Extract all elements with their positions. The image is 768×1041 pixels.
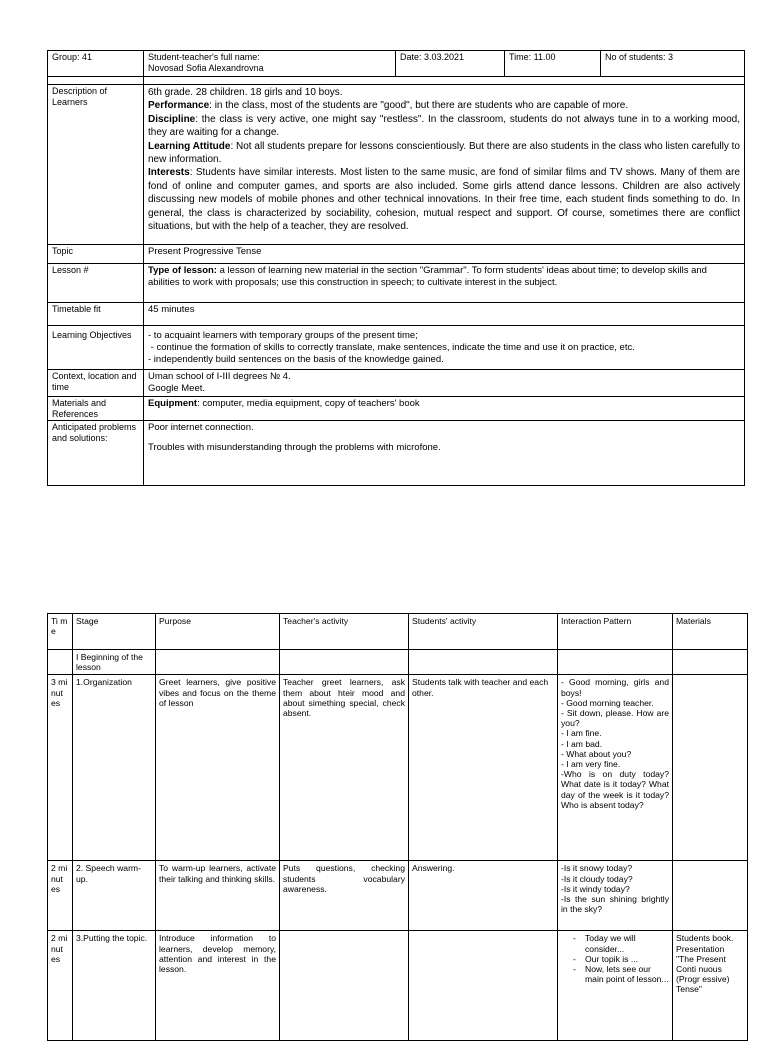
row-students: Students talk with teacher and each other. bbox=[409, 675, 558, 861]
empty-cell bbox=[673, 650, 748, 675]
interests-text bbox=[148, 166, 740, 233]
performance-label: Performance bbox=[148, 100, 210, 112]
header-time: Ti m e bbox=[48, 614, 73, 650]
lesson-info-table bbox=[47, 50, 745, 486]
problems-value bbox=[144, 421, 745, 486]
context-school: Uman school of I-III degrees № 4. bbox=[148, 371, 291, 382]
interests-label: Interests bbox=[148, 167, 190, 179]
empty-cell bbox=[558, 650, 673, 675]
row-stage: 2. Speech warm-up. bbox=[73, 861, 156, 931]
row-teacher bbox=[280, 931, 409, 1041]
discipline-text bbox=[148, 113, 740, 140]
attitude-value: : Not all students prepare for lessons conscientiously. But there are also students in the class who listen carefully to new information. bbox=[148, 140, 740, 166]
date-cell: Date: 3.03.2021 bbox=[396, 51, 505, 77]
equipment-value: : computer, media equipment, copy of teachers' book bbox=[197, 398, 420, 409]
empty-cell bbox=[156, 650, 280, 675]
lesson-type-label: Type of lesson: bbox=[148, 265, 217, 276]
header-interaction: Interaction Pattern bbox=[558, 614, 673, 650]
section-heading: I Beginning of the lesson bbox=[73, 650, 156, 675]
lesson-type bbox=[144, 264, 745, 303]
attitude-text bbox=[148, 140, 740, 167]
list-item: - Now, lets see our main point of lesson... bbox=[585, 964, 669, 984]
table-row bbox=[48, 931, 748, 1041]
interests-value: : Students have similar interests. Most listen to the same music, are fond of similar films and TV shows. Many of them are fond of online and computer games, and sports are also included. Some girls attend dance lessons. Children are also actively discussing new models of mobile phones and other technical innovations. In their free time, each student finds something to do. In general, the class is characterized by sociability, cohesion, mutual respect and support. Of course, sometimes there are conflict situations, but with the help of a teacher, they are resolved. bbox=[148, 167, 740, 233]
table-row bbox=[48, 861, 748, 931]
row-teacher: Teacher greet learners, ask them about hteir mood and about simething special, check absent. bbox=[280, 675, 409, 861]
problems-label: Anticipated problems and solutions: bbox=[48, 421, 144, 486]
lesson-type-value: a lesson of learning new material in the section "Grammar". To form students' ideas about time; to develop skills and abilities to work with proposals; use this construction in speech; to cultivate interest in the subject. bbox=[148, 265, 707, 288]
materials-value bbox=[144, 397, 745, 421]
lesson-number-label: Lesson # bbox=[48, 264, 144, 303]
students-count-cell: No of students: 3 bbox=[601, 51, 745, 77]
materials-label: Materials and References bbox=[48, 397, 144, 421]
context-platform: Google Meet. bbox=[148, 383, 206, 394]
objective-item: - continue the formation of skills to correctly translate, make sentences, indicate the time and use it on practice, etc. bbox=[148, 342, 635, 353]
equipment-label: Equipment bbox=[148, 398, 198, 409]
discipline-value: : the class is very active, one might say "restless". In the classroom, students do not always tune in to a working mood, they are waiting for a change. bbox=[148, 113, 740, 139]
empty-cell bbox=[48, 77, 144, 85]
row-materials bbox=[673, 861, 748, 931]
empty-cell bbox=[48, 650, 73, 675]
objectives-label: Learning Objectives bbox=[48, 326, 144, 370]
learners-description bbox=[144, 85, 745, 245]
row-students bbox=[409, 931, 558, 1041]
problem-microphone: Troubles with misunderstanding through the problems with microfone. bbox=[148, 442, 441, 453]
group-cell: Group: 41 bbox=[48, 51, 144, 77]
header-materials: Materials bbox=[673, 614, 748, 650]
row-time: 2 mi nut es bbox=[48, 861, 73, 931]
row-purpose: To warm-up learners, activate their talking and thinking skills. bbox=[156, 861, 280, 931]
row-materials: Students book. Presentation "The Present Conti nuous (Progr essive) Tense" bbox=[673, 931, 748, 1041]
header-students-activity: Students' activity bbox=[409, 614, 558, 650]
time-cell: Time: 11.00 bbox=[505, 51, 601, 77]
row-materials bbox=[673, 675, 748, 861]
lesson-plan-table bbox=[47, 613, 748, 1041]
timetable-value: 45 minutes bbox=[144, 303, 745, 326]
context-label: Context, location and time bbox=[48, 370, 144, 397]
teacher-label: Student-teacher's full name: bbox=[148, 52, 260, 62]
table-row bbox=[48, 675, 748, 861]
learners-intro: 6th grade. 28 children. 18 girls and 10 boys. bbox=[148, 87, 343, 98]
performance-value: : in the class, most of the students are "good", but there are students who are capable of more. bbox=[209, 100, 629, 112]
row-interaction: -Is it snowy today? -Is it cloudy today? -Is it windy today? -Is the sun shining brightly in the sky? bbox=[558, 861, 673, 931]
row-purpose: Greet learners, give positive vibes and focus on the theme of lesson bbox=[156, 675, 280, 861]
empty-cell bbox=[144, 77, 745, 85]
row-time: 2 mi nut es bbox=[48, 931, 73, 1041]
performance-text bbox=[148, 99, 740, 112]
context-value bbox=[144, 370, 745, 397]
row-stage: 1.Organization bbox=[73, 675, 156, 861]
attitude-label: Learning Attitude bbox=[148, 140, 231, 152]
list-item: - Our topik is ... bbox=[585, 954, 669, 964]
row-stage: 3.Putting the topic. bbox=[73, 931, 156, 1041]
problem-connection: Poor internet connection. bbox=[148, 422, 254, 433]
teacher-name-cell bbox=[144, 51, 396, 77]
header-stage: Stage bbox=[73, 614, 156, 650]
objective-item: - independently build sentences on the basis of the knowledge gained. bbox=[148, 354, 444, 365]
objective-item: - to acquaint learners with temporary groups of the present time; bbox=[148, 330, 418, 341]
empty-cell bbox=[280, 650, 409, 675]
row-purpose: Introduce information to learners, develop memory, attention and interest in the lesson. bbox=[156, 931, 280, 1041]
discipline-label: Discipline bbox=[148, 113, 196, 125]
row-interaction: - Good morning, girls and boys! - Good morning teacher. - Sit down, please. How are you? - I am fine. - I am bad. - What about you? - I am very fine. -Who is on duty today? What date is it today? What day of the week is it today? Who is absent today? bbox=[558, 675, 673, 861]
learners-label: Description of Learners bbox=[48, 85, 144, 245]
topic-label: Topic bbox=[48, 245, 144, 264]
header-teacher-activity: Teacher's activity bbox=[280, 614, 409, 650]
timetable-label: Timetable fit bbox=[48, 303, 144, 326]
teacher-name: Novosad Sofia Alexandrovna bbox=[148, 62, 264, 73]
list-item: - Today we will consider... bbox=[585, 933, 669, 953]
row-students: Answering. bbox=[409, 861, 558, 931]
objectives-list bbox=[144, 326, 745, 370]
row-time: 3 mi nut es bbox=[48, 675, 73, 861]
topic-value: Present Progressive Tense bbox=[144, 245, 745, 264]
empty-cell bbox=[409, 650, 558, 675]
header-purpose: Purpose bbox=[156, 614, 280, 650]
interaction-list bbox=[561, 933, 669, 984]
row-interaction bbox=[558, 931, 673, 1041]
row-teacher: Puts questions, checking students vocabulary awareness. bbox=[280, 861, 409, 931]
